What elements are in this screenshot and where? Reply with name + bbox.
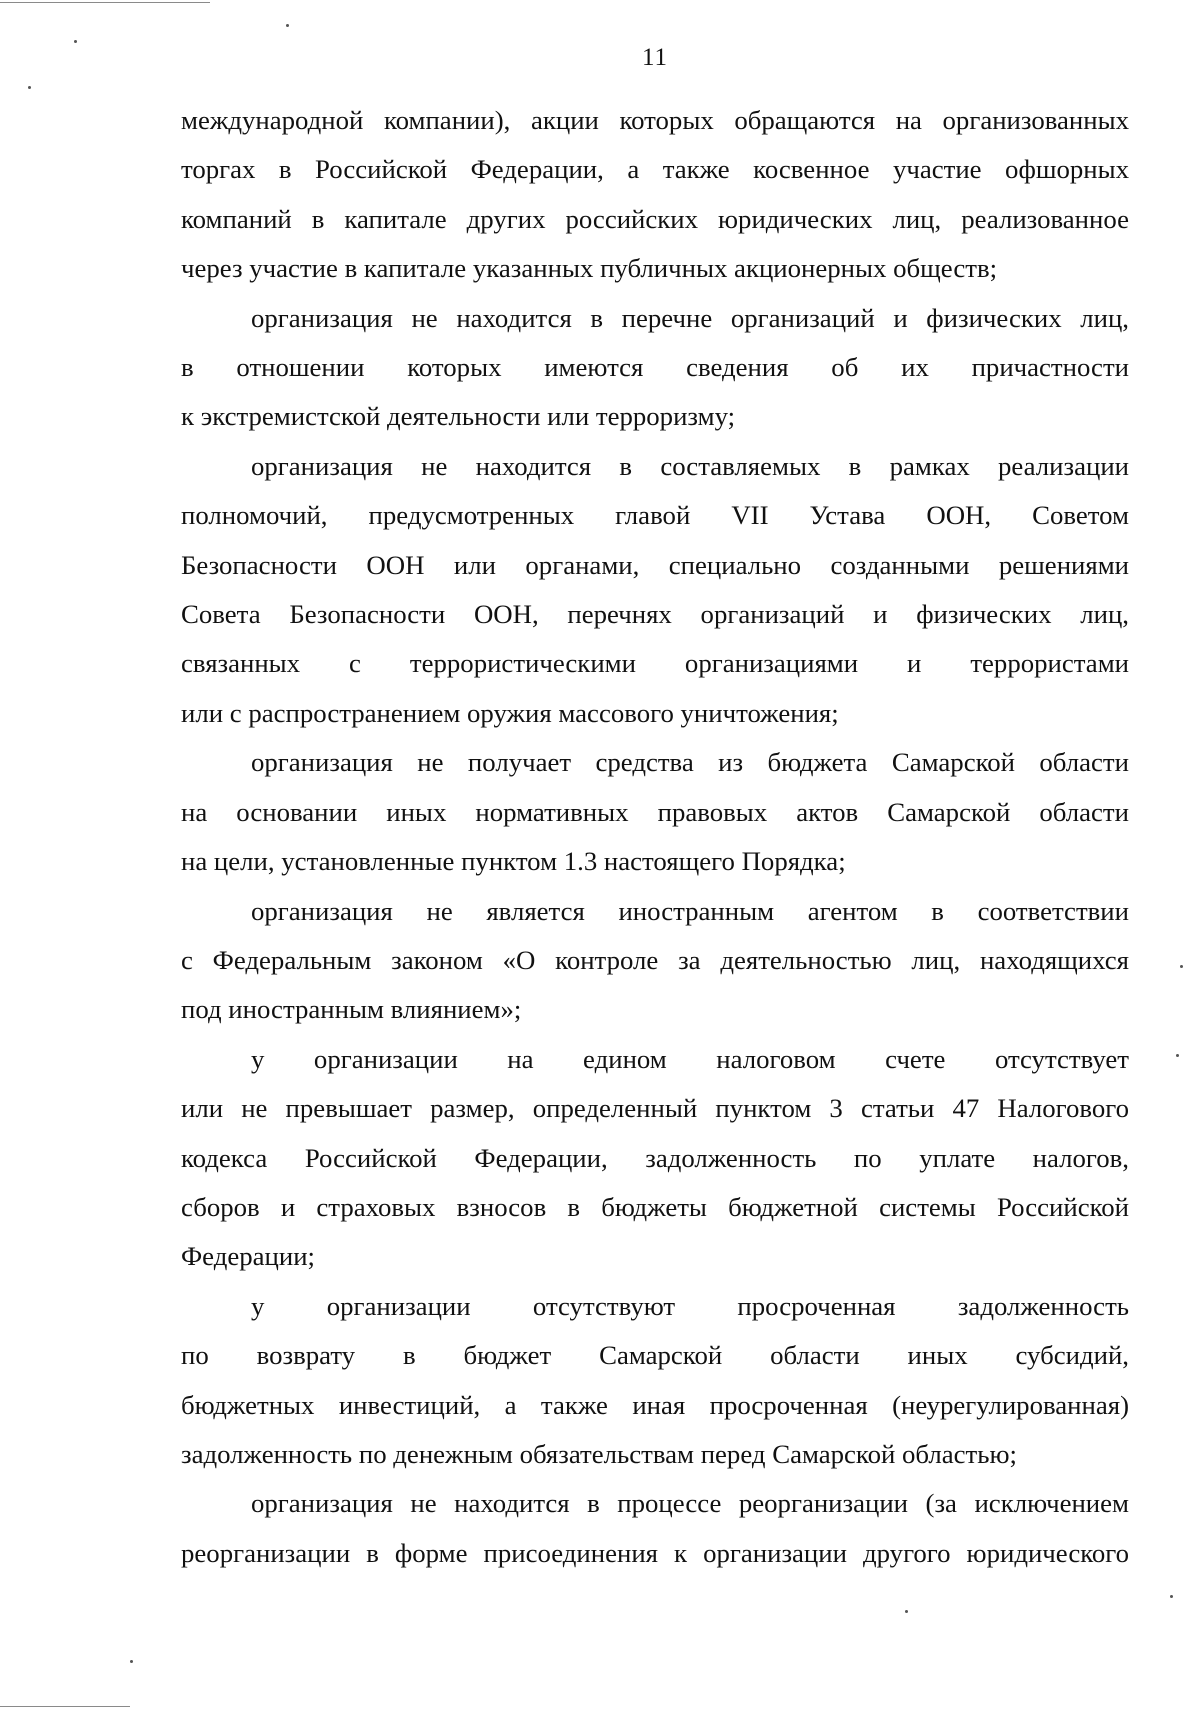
text-line: торгах в Российской Федерации, а также косвенное участие офшорных	[181, 154, 1129, 185]
scan-speck	[28, 86, 31, 89]
text-line: сборов и страховых взносов в бюджеты бюджетной системы Российской	[181, 1191, 1129, 1222]
text-line: кодекса Российской Федерации, задолженность по уплате налогов,	[181, 1142, 1129, 1173]
text-line: на основании иных нормативных правовых актов Самарской области	[181, 796, 1129, 827]
text-line: реорганизации в форме присоединения к организации другого юридического	[181, 1537, 1129, 1568]
text-line: Совета Безопасности ООН, перечнях организаций и физических лиц,	[181, 599, 1129, 630]
text-line: по возврату в бюджет Самарской области иных субсидий,	[181, 1340, 1129, 1371]
page-number: 11	[641, 44, 669, 71]
scan-speck	[1180, 965, 1183, 968]
text-line: Федерации;	[181, 1241, 315, 1272]
text-line: с Федеральным законом «О контроле за деятельностью лиц, находящихся	[181, 944, 1129, 975]
text-line: организация не находится в перечне организаций и физических лиц,	[251, 302, 1129, 333]
text-line: международной компании), акции которых обращаются на организованных	[181, 105, 1129, 135]
text-line: Безопасности ООН или органами, специально созданными решениями	[181, 549, 1129, 580]
scan-speck	[1170, 1595, 1173, 1598]
text-line: организация не получает средства из бюджета Самарской области	[251, 747, 1129, 778]
text-line: связанных с террористическими организациями и террористами	[181, 648, 1129, 679]
text-line: у организации отсутствуют просроченная задолженность	[251, 1290, 1129, 1321]
text-line: задолженность по денежным обязательствам перед Самарской областью;	[181, 1438, 1017, 1469]
text-line: или не превышает размер, определенный пунктом 3 статьи 47 Налогового	[181, 1093, 1129, 1124]
text-line: к экстремистской деятельности или терроризму;	[181, 401, 736, 432]
scan-speck	[74, 40, 77, 43]
text-line: организация не находится в составляемых в рамках реализации	[251, 450, 1129, 481]
text-line: через участие в капитале указанных публичных акционерных обществ;	[181, 253, 998, 284]
scan-edge-top	[0, 2, 210, 3]
document-body	[181, 96, 1129, 1578]
text-line: или с распространением оружия массового уничтожения;	[181, 697, 839, 728]
text-line: организация не является иностранным агентом в соответствии	[251, 895, 1129, 926]
text-line: компаний в капитале других российских юридических лиц, реализованное	[181, 203, 1129, 234]
text-line: у организации на едином налоговом счете отсутствует	[251, 1043, 1129, 1074]
text-line: организация не находится в процессе реорганизации (за исключением	[251, 1488, 1129, 1519]
scan-speck	[905, 1610, 908, 1613]
text-line: на цели, установленные пунктом 1.3 настоящего Порядка;	[181, 846, 846, 877]
text-line: под иностранным влиянием»;	[181, 994, 522, 1025]
scan-speck	[286, 24, 289, 27]
text-line: полномочий, предусмотренных главой VII Устава ООН, Советом	[181, 500, 1129, 531]
scan-edge-bottom	[0, 1706, 130, 1707]
scan-speck	[1176, 1054, 1179, 1057]
text-line: в отношении которых имеются сведения об их причастности	[181, 352, 1129, 383]
scan-speck	[130, 1660, 133, 1663]
text-line: бюджетных инвестиций, а также иная просроченная (неурегулированная)	[181, 1389, 1129, 1420]
